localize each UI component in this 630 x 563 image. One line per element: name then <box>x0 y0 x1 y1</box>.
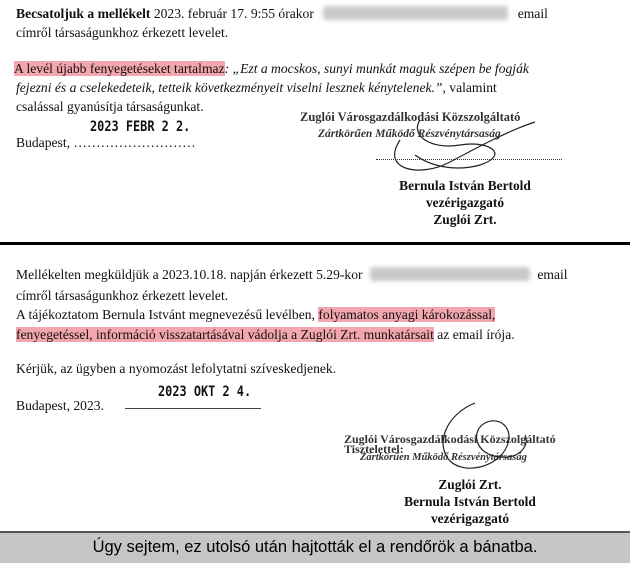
letter2-line4-tail: az email írója. <box>437 327 515 342</box>
letter2-date-underline <box>125 408 261 409</box>
letter1-line1 <box>16 3 548 24</box>
letter2-place-line: Budapest, 2023. <box>16 398 104 413</box>
redacted-email-1 <box>323 6 508 20</box>
letter1-line4-tail: , valamint <box>442 80 497 95</box>
letter2-date-stamp: 2023 OKT 2 4. <box>158 384 252 400</box>
letter2-signatory-title: vezérigazgató <box>430 511 510 526</box>
letter2-line2: címről társaságunkhoz érkezett levelet. <box>16 288 229 303</box>
letter2-line1 <box>16 264 568 285</box>
letter2-line4 <box>16 324 515 345</box>
letter1-stamp-line1: Zuglói Városgazdálkodási Közszolgáltató <box>300 110 521 124</box>
letter1-signatory-title: vezérigazgató <box>425 195 505 210</box>
letter2-signatory-name: Bernula István Bertold <box>404 494 536 509</box>
letter1-date-text: 2023. február 17. 9:55 órakor <box>153 6 314 21</box>
letter2-stamp-line1: Zuglói Városgazdálkodási Közszolgáltató <box>344 432 556 446</box>
letter1-quote-start: : „Ezt a mocskos, sunyi munkát maguk szépen be fogják <box>224 61 529 76</box>
letter1-stamp-line2: Zártkörűen Működő Részvénytársaság <box>318 128 501 140</box>
letter2-email-suffix: email <box>537 267 568 282</box>
letter2-stamp-line2: Zártkörűen Működő Részvénytársaság <box>360 452 527 463</box>
letter2-line3 <box>16 304 495 325</box>
letter1-signature-icon <box>360 100 560 180</box>
letter2-line5: Kérjük, az ügyben a nyomozást lefolytatni szíveskedjenek. <box>16 361 337 376</box>
letter1-signatory-company: Zuglói Zrt. <box>433 212 497 227</box>
letter2-signatory-company: Zuglói Zrt. <box>438 477 502 492</box>
letter1-highlight: A levél újabb fenyegetéseket tartalmaz <box>14 61 225 76</box>
letter1-line3 <box>14 58 529 79</box>
letter2-signature-icon <box>405 395 545 480</box>
redacted-email-2 <box>370 267 530 281</box>
letter2-line3-text: A tájékoztatom Bernula Istvánt megnevezésű levélben, <box>16 307 315 322</box>
letter1-line5: csalással gyanúsítja társaságunkat. <box>16 99 204 114</box>
meme-caption: Úgy sejtem, ez utolsó után hajtották el a rendőrök a bánatba. <box>0 531 630 563</box>
letter2-highlight-1: folyamatos anyagi károkozással, <box>318 307 496 322</box>
letter2-intro: Mellékelten megküldjük a 2023.10.18. napján érkezett 5.29-kor <box>16 267 363 282</box>
letter1-line2: címről társaságunkhoz érkezett levelet. <box>16 25 229 40</box>
letter1-quote-end: fejezni és a cselekedeteik, tetteik következményeit viselni lesznek kénytelenek.” <box>16 80 443 95</box>
letter1-email-suffix: email <box>517 6 548 21</box>
section-divider <box>0 242 630 245</box>
letter1-date-stamp: 2023 FEBR 2 2. <box>90 119 191 135</box>
letter1-signature-line <box>376 159 562 160</box>
letter2-stamp-line3: Tisztelettel: <box>344 442 404 456</box>
letter2-highlight-2: fenyegetéssel, információ visszatartásával vádolja a Zuglói Zrt. munkatársait <box>16 327 434 342</box>
letter1-place-line: Budapest, ……………………… <box>16 135 196 150</box>
letter1-signatory-name: Bernula István Bertold <box>399 178 531 193</box>
letter1-line4 <box>16 77 497 98</box>
letter1-intro-bold: Becsatoljuk a mellékelt <box>16 6 151 21</box>
